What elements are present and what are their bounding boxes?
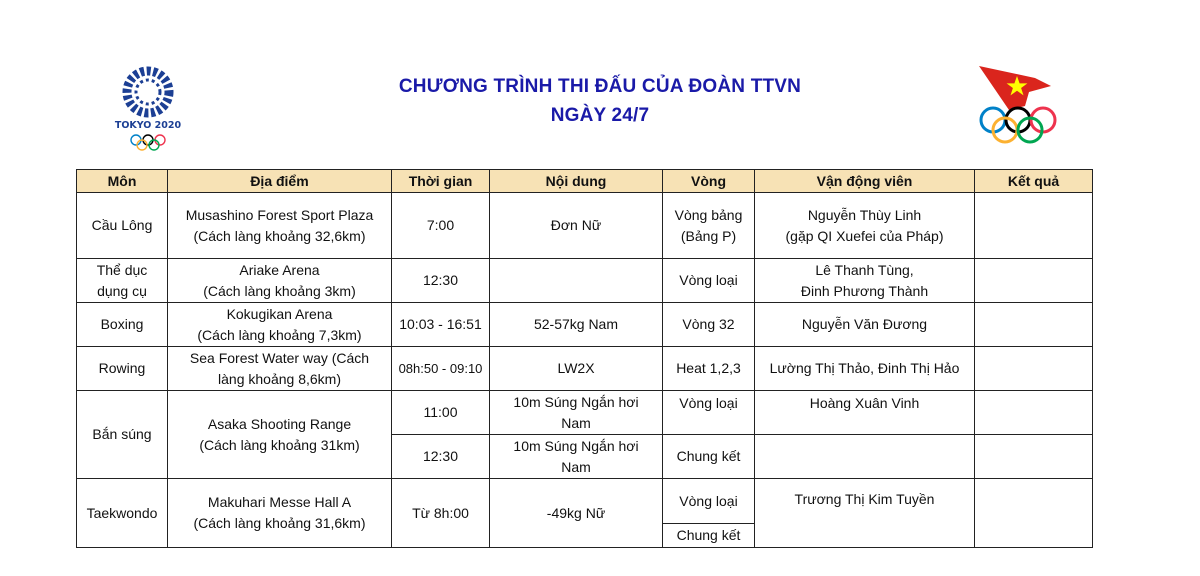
- table-row: [77, 303, 1093, 347]
- cell-event: LW2X: [490, 347, 663, 391]
- cell-event: 10m Súng Ngắn hơi Nam: [490, 391, 663, 435]
- page-title: CHƯƠNG TRÌNH THI ĐẤU CỦA ĐOÀN TTVN: [398, 76, 802, 97]
- cell-sport: Thể dục dụng cụ: [77, 259, 168, 303]
- cell-time: 12:30: [392, 435, 490, 479]
- cell-venue: Makuhari Messe Hall A (Cách làng khoảng 31,6km): [168, 479, 392, 548]
- cell-result: [975, 435, 1093, 479]
- cell-athletes: Trương Thị Kim Tuyền: [755, 479, 975, 548]
- cell-athletes: Hoàng Xuân Vinh: [755, 391, 975, 435]
- cell-venue: Musashino Forest Sport Plaza (Cách làng khoảng 32,6km): [168, 193, 392, 259]
- cell-result: [975, 479, 1093, 548]
- cell-time: Từ 8h:00: [392, 479, 490, 548]
- cell-sport: Taekwondo: [77, 479, 168, 548]
- cell-athletes: Nguyễn Thùy Linh (gặp QI Xuefei của Pháp): [755, 193, 975, 259]
- cell-athletes: [755, 435, 975, 479]
- cell-event: Đơn Nữ: [490, 193, 663, 259]
- column-header-event: Nội dung: [490, 170, 663, 193]
- cell-time: 7:00: [392, 193, 490, 259]
- column-header-time: Thời gian: [392, 170, 490, 193]
- column-header-venue: Địa điểm: [168, 170, 392, 193]
- cell-event: [490, 259, 663, 303]
- cell-event: -49kg Nữ: [490, 479, 663, 548]
- cell-venue: Ariake Arena (Cách làng khoảng 3km): [168, 259, 392, 303]
- cell-event: 10m Súng Ngắn hơi Nam: [490, 435, 663, 479]
- cell-round: Vòng loại: [663, 479, 755, 524]
- cell-round: Vòng 32: [663, 303, 755, 347]
- cell-round: Heat 1,2,3: [663, 347, 755, 391]
- cell-athletes: Lường Thị Thảo, Đinh Thị Hảo: [755, 347, 975, 391]
- olympic-rings-small-icon: [131, 135, 165, 150]
- cell-sport: Rowing: [77, 347, 168, 391]
- table-header-row: [77, 170, 1093, 193]
- table-row: [77, 479, 1093, 524]
- cell-venue: Kokugikan Arena (Cách làng khoảng 7,3km): [168, 303, 392, 347]
- table-row: [77, 391, 1093, 435]
- cell-time: 12:30: [392, 259, 490, 303]
- cell-time: 08h:50 - 09:10: [392, 347, 490, 391]
- cell-result: [975, 259, 1093, 303]
- cell-round: Vòng loại: [663, 391, 755, 435]
- cell-event: 52-57kg Nam: [490, 303, 663, 347]
- cell-athletes: Nguyễn Văn Đương: [755, 303, 975, 347]
- tokyo-logo-text: TOKYO 2020: [114, 120, 182, 131]
- cell-round: Chung kết: [663, 524, 755, 548]
- cell-result: [975, 391, 1093, 435]
- cell-round: Vòng loại: [663, 259, 755, 303]
- cell-result: [975, 347, 1093, 391]
- cell-result: [975, 193, 1093, 259]
- cell-sport: Boxing: [77, 303, 168, 347]
- cell-time: 11:00: [392, 391, 490, 435]
- column-header-athletes: Vận động viên: [755, 170, 975, 193]
- cell-sport: Cầu Lông: [77, 193, 168, 259]
- cell-athletes: Lê Thanh Tùng, Đinh Phương Thành: [755, 259, 975, 303]
- column-header-sport: Môn: [77, 170, 168, 193]
- cell-round: Chung kết: [663, 435, 755, 479]
- table-row: [77, 193, 1093, 259]
- cell-result: [975, 303, 1093, 347]
- cell-venue: Asaka Shooting Range (Cách làng khoảng 31km): [168, 391, 392, 479]
- table-row: [77, 259, 1093, 303]
- cell-time: 10:03 - 16:51: [392, 303, 490, 347]
- cell-sport: Bắn súng: [77, 391, 168, 479]
- page-subtitle-date: NGÀY 24/7: [550, 105, 650, 126]
- table-row: [77, 347, 1093, 391]
- schedule-table: [76, 169, 1093, 548]
- cell-venue: Sea Forest Water way (Cách làng khoảng 8,6km): [168, 347, 392, 391]
- cell-round: Vòng bảng (Bảng P): [663, 193, 755, 259]
- column-header-result: Kết quả: [975, 170, 1093, 193]
- column-header-round: Vòng: [663, 170, 755, 193]
